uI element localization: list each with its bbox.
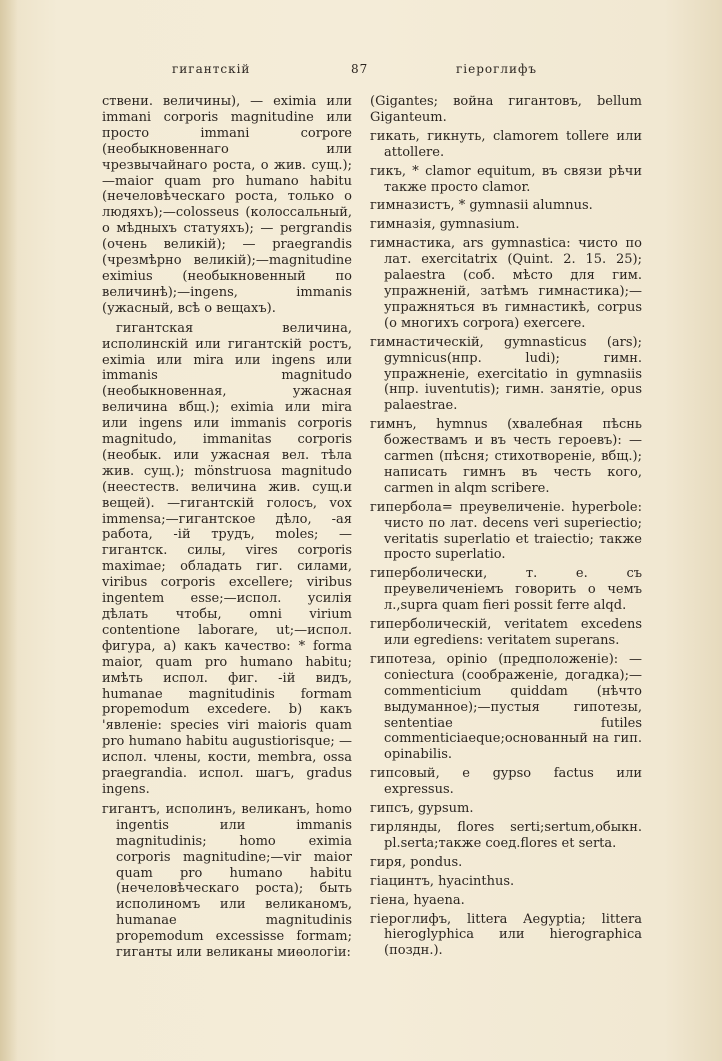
entry: гипотеза, opinio (предположеніе): —coniectura (соображеніе, догадка);—commenticium quiddam (нѣчто выдуманное);—пустыя гипотезы, sententiae futiles commenticiaeque;основанный на гип. opinabilis. xyxy=(370,651,642,763)
entry: гипсъ, gypsum. xyxy=(370,801,474,817)
header-left-word: гигантскій xyxy=(172,62,251,76)
entry: гирлянды, flores serti;sertum,обыкн. pl.serta;также соед.flores et serta. xyxy=(370,819,642,851)
page-number: 87 xyxy=(351,62,369,76)
entry: гиперболическій, veritatem excedens или egrediens: veritatem superans. xyxy=(370,617,642,648)
right-column xyxy=(370,94,642,962)
entry: гикъ, * clamor equitum, въ связи рѣчи также просто clamor. xyxy=(370,163,642,195)
entry: гипсовый, e gypso factus или expressus. xyxy=(370,766,642,798)
entry: гимназія, gymnasium. xyxy=(370,217,520,233)
entry: гиперболически, т. е. съ преувеличеніемъ говорить о чемъ л.,supra quam fieri possit ferre alqd. xyxy=(370,566,642,614)
entry: гимнастика, ars gymnastica: чисто по лат. exercitatrix (Quint. 2. 15. 25); palaestra (соб. мѣсто для гим. упражненій, затѣмъ гимнастика);—упражняться въ гимнастикѣ, corpus (о многихъ corpora) exercere. xyxy=(370,236,642,331)
header-right-word: гіероглифъ xyxy=(456,62,538,76)
left-column xyxy=(102,94,352,965)
entry: гикать, гикнуть, clamorem tollere или attollere. xyxy=(370,128,642,160)
entry-continuation: (Gigantes; война гигантовъ, bellum Giganteum. xyxy=(370,94,642,125)
running-header xyxy=(0,62,722,82)
entry: гіена, hyaena. xyxy=(370,892,465,908)
entry: гимнастическій, gymnasticus (ars); gymnicus(нпр. ludi); гимн. упражненіе, exercitatio in gymnasiis (нпр. iuventutis); гимн. занятіе, opus palaestrae. xyxy=(370,334,642,414)
entry-continuation: ствени. величины), — eximia или immani corporis magnitudine или просто immani corpore (необыкновеннаго или чрезвычайнаго роста, о жив. сущ.);—maior quam pro humano habitu (нечеловѣческаго роста, только о людяхъ);—colosseus (колоссальный, о мѣдныхъ статуяхъ); — pergrandis (очень великій); — praegrandis (чрезмѣрно великій);—magnitudine eximius (необыкновенный по величинѣ);—ingens, immanis (ужасный, всѣ о вещахъ). xyxy=(102,94,352,316)
page-edge-shadow xyxy=(0,0,18,1061)
entry: гіацинтъ, hyacinthus. xyxy=(370,873,515,889)
entry-subparagraph: гигантская величина, исполинскій или гигантскій ростъ, eximia или mira или ingens или immanis magnitudo (необыкновенная, ужасная величина вбщ.); eximia или mira или ingens или immanis corporis magnitudo, immanitas corporis (необык. или ужасная вел. тѣла жив. сущ.); mönstruosa magnitudo (неестеств. величина жив. сущ.и вещей). —гигантскій голосъ, vox immensa;—гигантское дѣло, -ая работа, -ій трудъ, moles; — гигантск. силы, vires corporis maximae; обладать гиг. силами, viribus corporis excellere; viribus ingentem esse;—испол. усилія дѣлать чтобы, omni virium contentione laborare, ut;—испол. фигура, a) какъ качество: * forma maior, quam pro humano habitu; имѣть испол. фиг. -ій видъ, humanae magnitudinis formam propemodum excedere. b) какъ 'явленіе: species viri maioris quam pro humano habitu augustiorisque; — испол. члены, кости, membra, ossa praegrandia. испол. шагъ, gradus ingens. xyxy=(102,320,352,797)
entry: гигантъ, исполинъ, великанъ, homo ingentis или immanis magnitudinis; homo eximia corporis magnitudine;—vir maior quam pro humano habitu (нечеловѣческаго роста); быть исполиномъ или великаномъ, humanae magnitudinis propemodum excessisse formam; гиганты или великаны миѳологіи: xyxy=(102,801,352,961)
entry: гіероглифъ, littera Aegyptia; littera hieroglyphica или hierographica (поздн.). xyxy=(370,911,642,959)
entry: гиря, pondus. xyxy=(370,854,463,870)
entry: гимнъ, hymnus (хвалебная пѣснь божествамъ и въ честь героевъ): —carmen (пѣсня; стихотвореніе, вбщ.); написать гимнъ въ честь кого, carmen in alqm scribere. xyxy=(370,417,642,496)
entry: гимназистъ, * gymnasii alumnus. xyxy=(370,198,593,214)
entry: гипербола= преувеличеніе. hyperbole: чисто по лат. decens veri superiectio; veritatis superlatio et traiectio; также просто superlatio. xyxy=(370,499,642,563)
